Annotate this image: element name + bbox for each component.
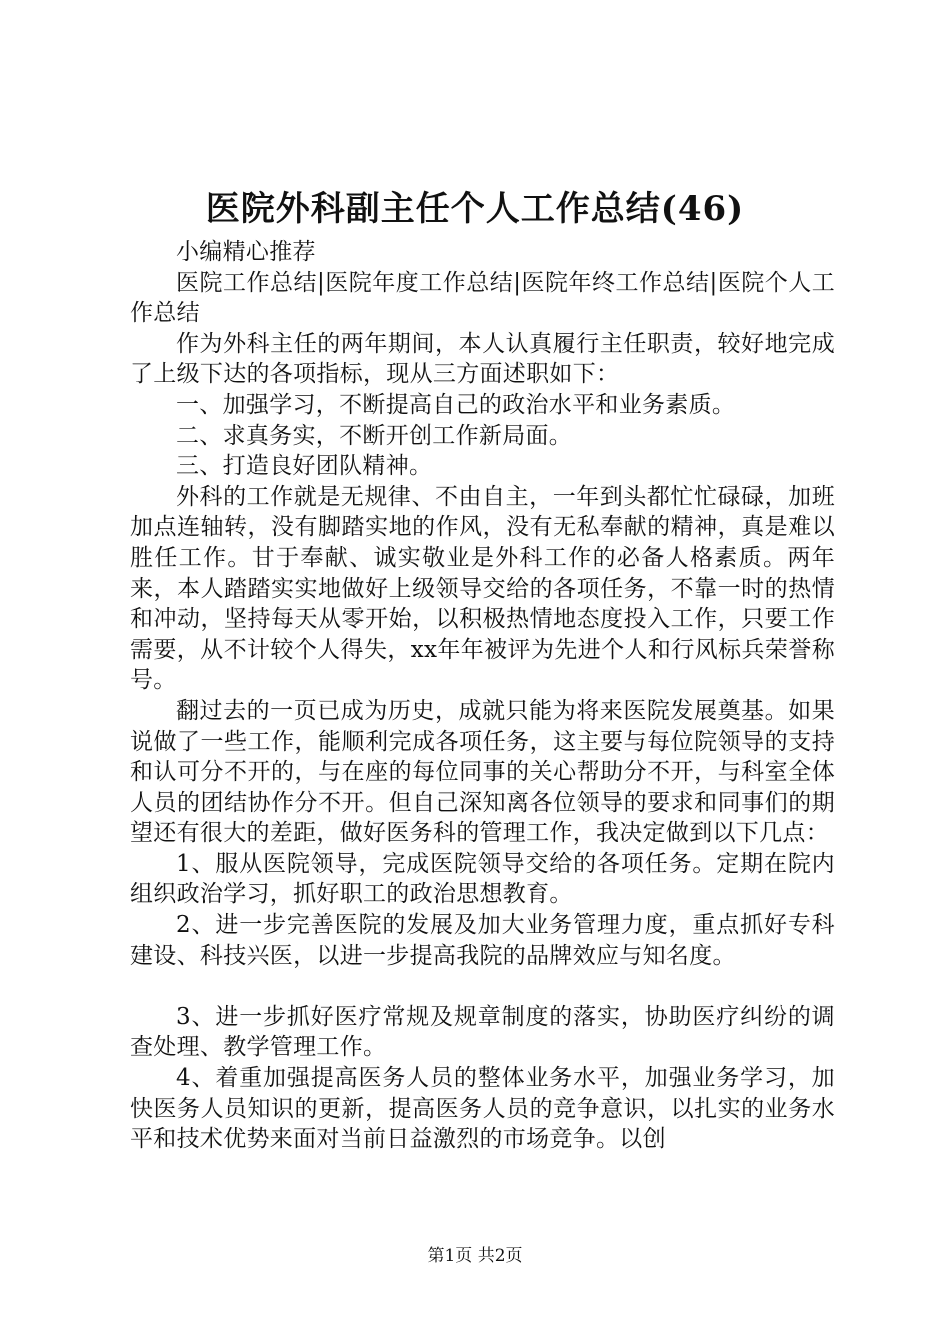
paragraph-intro: 作为外科主任的两年期间，本人认真履行主任职责，较好地完成了上级下达的各项指标，现从三方面述职如下： (130, 330, 835, 388)
paragraph-related-links: 医院工作总结|医院年度工作总结|医院年终工作总结|医院个人工作总结 (130, 269, 835, 327)
document-title: 医院外科副主任个人工作总结(46) (205, 189, 745, 229)
paragraph-spacer (130, 971, 835, 1002)
page-number-footer: 第1页 共2页 (427, 1246, 523, 1266)
document-body (130, 237, 835, 1155)
paragraph-review: 翻过去的一页已成为历史，成就只能为将来医院发展奠基。如果说做了一些工作，能顺利完成各项任务，这主要与每位院领导的支持和认可分不开的，与在座的每位同事的关心帮助分不开，与科室全体人员的团结协作分不开。但自己深知离各位领导的要求和同事们的期望还有很大的差距，做好医务科的管理工作，我决定做到以下几点： (130, 697, 835, 847)
paragraph-point-1: 一、加强学习，不断提高自己的政治水平和业务素质。 (176, 391, 736, 418)
paragraph-surgery-work: 外科的工作就是无规律、不由自主，一年到头都忙忙碌碌，加班加点连轴转，没有脚踏实地的作风，没有无私奉献的精神，真是难以胜任工作。甘于奉献、诚实敬业是外科工作的必备人格素质。两年来，本人踏踏实实地做好上级领导交给的各项任务，不靠一时的热情和冲动，坚持每天从零开始，以积极热情地态度投入工作，只要工作需要，从不计较个人得失，xx年年被评为先进个人和行风标兵荣誉称号。 (130, 483, 835, 694)
paragraph-point-2: 二、求真务实，不断开创工作新局面。 (176, 422, 573, 449)
paragraph-recommend: 小编精心推荐 (176, 239, 316, 265)
paragraph-plan-3: 3、进一步抓好医疗常规及规章制度的落实，协助医疗纠纷的调查处理、教学管理工作。 (130, 1003, 835, 1061)
paragraph-plan-4: 4、着重加强提高医务人员的整体业务水平，加强业务学习，加快医务人员知识的更新，提高医务人员的竞争意识，以扎实的业务水平和技术优势来面对当前日益激烈的市场竞争。以创 (130, 1065, 835, 1153)
paragraph-point-3: 三、打造良好团队精神。 (176, 453, 433, 480)
paragraph-plan-2: 2、进一步完善医院的发展及加大业务管理力度，重点抓好专科建设、科技兴医，以进一步提高我院的品牌效应与知名度。 (130, 912, 835, 969)
paragraph-plan-1: 1、服从医院领导，完成医院领导交给的各项任务。定期在院内组织政治学习，抓好职工的政治思想教育。 (130, 850, 835, 908)
